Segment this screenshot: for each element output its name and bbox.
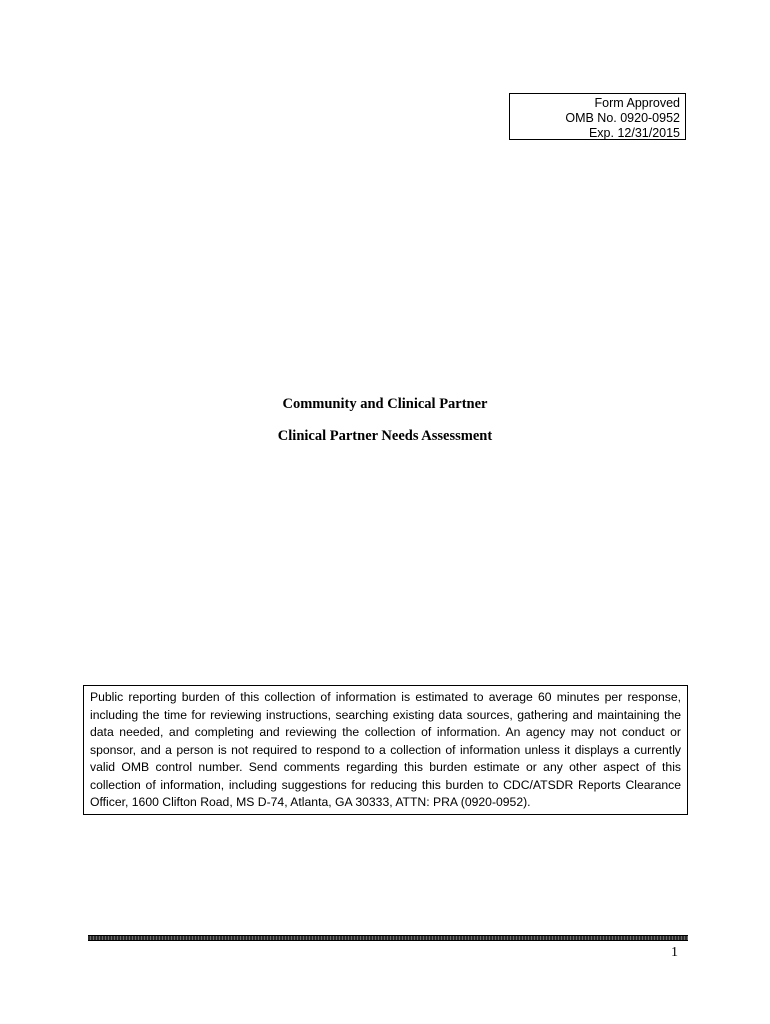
footer-divider	[88, 935, 688, 941]
page-number: 1	[671, 945, 678, 960]
document-title: Community and Clinical Partner	[282, 396, 488, 412]
form-approved-label: Form Approved	[594, 96, 680, 110]
document-subtitle: Clinical Partner Needs Assessment	[277, 428, 493, 444]
expiration-date: Exp. 12/31/2015	[588, 126, 680, 140]
burden-statement-box	[83, 685, 688, 815]
omb-approval-box	[509, 93, 686, 140]
burden-statement-text: Public reporting burden of this collection of information is estimated to average 60 minutes per response, including the time for reviewing instructions, searching existing data sources, gathering and maintaining the data needed, and completing and reviewing the collection of information. An agency may not conduct or sponsor, and a person is not required to respond to a collection of information unless it displays a currently valid OMB control number. Send comments regarding this burden estimate or any other aspect of this collection of information, including suggestions for reducing this burden to CDC/ATSDR Reports Clearance Officer, 1600 Clifton Road, MS D-74, Atlanta, GA 30333, ATTN: PRA (0920-0952).	[90, 690, 681, 809]
omb-number: OMB No. 0920-0952	[565, 111, 680, 125]
